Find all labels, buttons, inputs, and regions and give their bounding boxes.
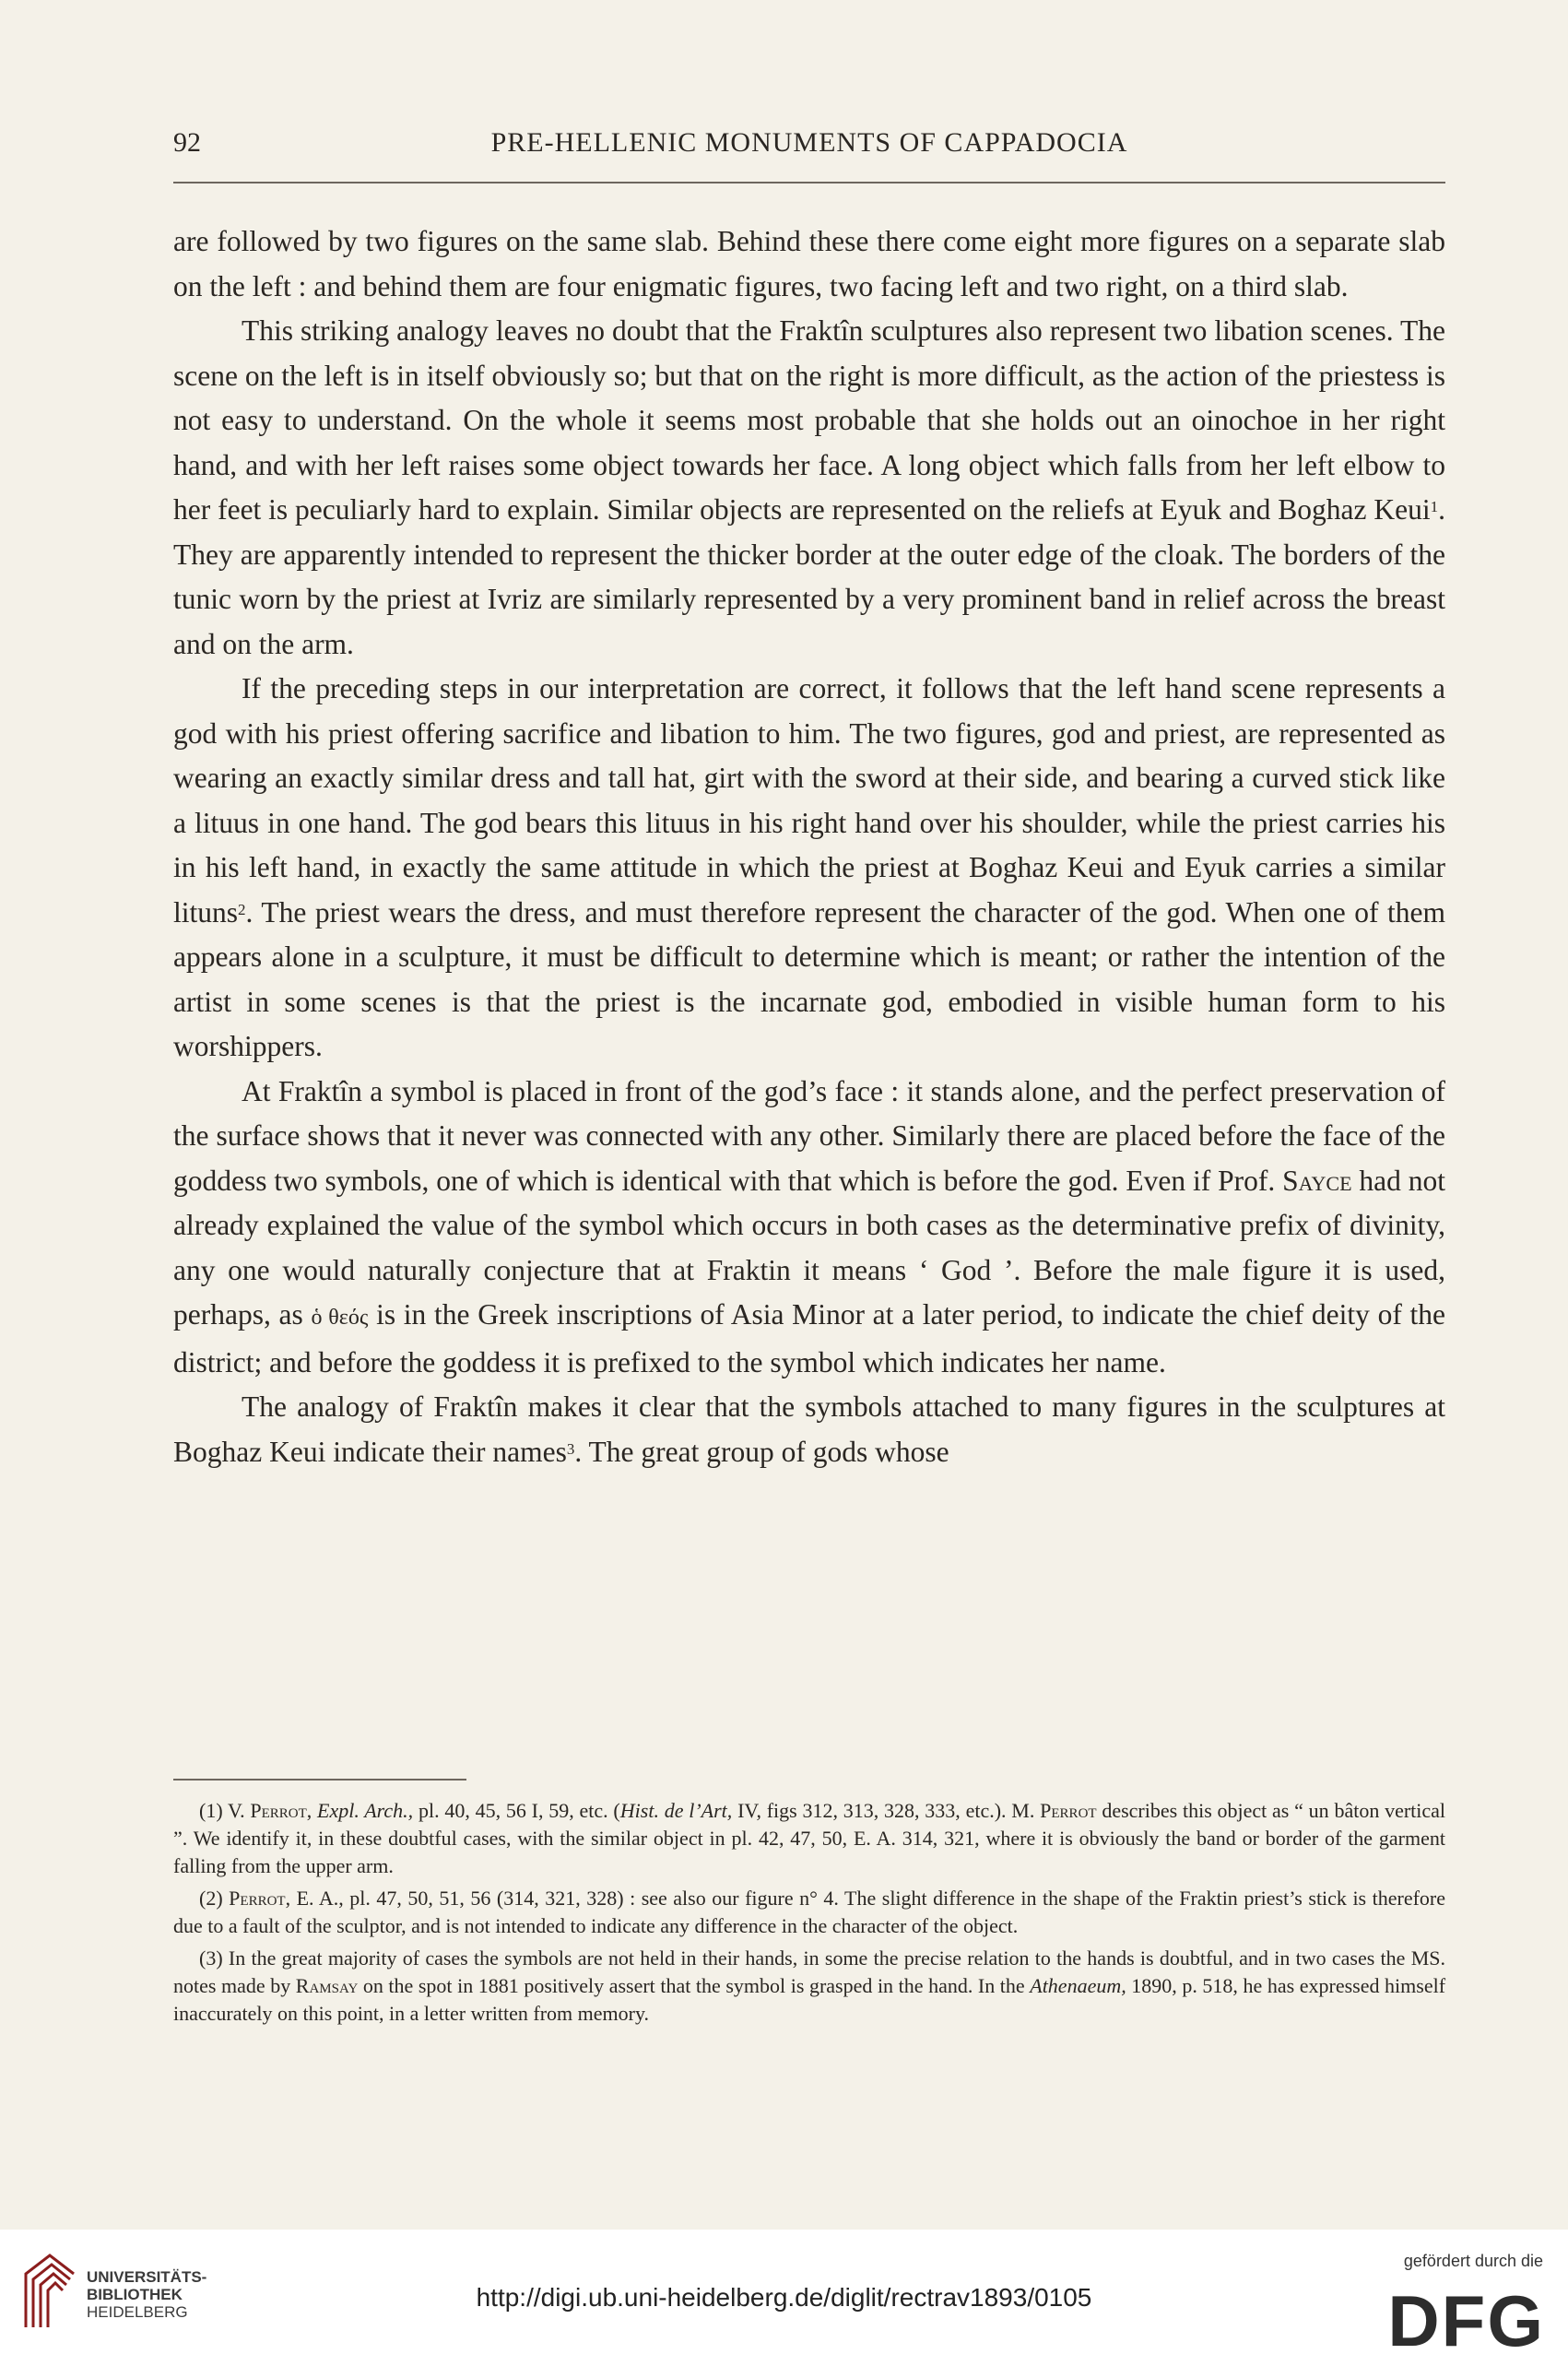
paragraph-2: This striking analogy leaves no doubt that the Fraktîn sculptures also represent two libation scenes. The scene on the left is in itself obviously so; but that on the right is more difficult, as the action of the priestess is not easy to understand. On the whole it seems most probable that she holds out an oinochoe in her right hand, and with her left raises some object towards her face. A long object which falls from her left elbow to her feet is peculiarly hard to explain. Similar objects are represented on the reliefs at Eyuk and Boghaz Keui$^1$. They are apparently intended to represent the thicker border at the outer edge of the cloak. The borders of the tunic worn by the priest at Ivriz are similarly represented by a very prominent band in relief across the breast and on the arm. — [173, 314, 1445, 660]
body-text — [173, 219, 1445, 1474]
greek-phrase: ὁ θεός — [311, 1306, 369, 1330]
sponsor-caption: gefördert durch die — [1403, 2252, 1543, 2270]
footnotes — [173, 1797, 1445, 2032]
author-name: Sayce — [1282, 1164, 1352, 1197]
paragraph-3: If the preceding steps in our interpretation are correct, it follows that the left hand scene represents a god with his priest offering sacrifice and libation to him. The two figures, god and priest, are represented as wearing an exactly similar dress and tall hat, girt with the sword at their side, and bearing a curved stick like a lituus in one hand. The god bears this lituus in his right hand over his shoulder, while the priest carries his in his left hand, in exactly the same attitude in which the priest at Boghaz Keui and Eyuk carries a similar lituns$^2$. The priest wears the dress, and must therefore represent the character of the god. When one of them appears alone in a sculpture, it must be difficult to determine which is meant; or rather the intention of the artist in some scenes is that the priest is the incarnate god, embodied in visible human form to his worshippers. — [173, 672, 1445, 1062]
page-number: 92 — [173, 127, 201, 158]
footnote-1: (1) V. Perrot, Expl. Arch., pl. 40, 45, 56 I, 59, etc. (Hist. de l’Art, IV, figs 312, 313, 328, 333, etc.). M. Perrot describes this object as “ un bâton vertical ”. We identify it, in these doubtful cases, with the similar object in pl. 42, 47, 50, E. A. 314, 321, where it is obviously the band or border of the garment falling from the upper arm. — [173, 1799, 1446, 1877]
library-name: UNIVERSITÄTS- BIBLIOTHEK HEIDELBERG — [87, 2268, 207, 2321]
dfg-logo-icon: DFG — [1387, 2280, 1545, 2361]
footnote-3: (3) In the great majority of cases the symbols are not held in their hands, in some the precise relation to the hands is doubtful, and in two cases the MS. notes made by Ramsay on the spot in 1881 positively assert that the symbol is grasped in the hand. In the Athenaeum, 1890, p. 518, he has expressed himself inaccurately on this point, in a letter written from memory. — [173, 1946, 1446, 2025]
footnote-ref-3[interactable]: 3 — [566, 1439, 575, 1458]
page-header — [173, 127, 1445, 172]
footnote-2: (2) Perrot, E. A., pl. 47, 50, 51, 56 (314, 321, 328) : see also our figure n° 4. The slight difference in the shape of the Fraktin priest’s stick is therefore due to a fault of the sculptor, and is not intended to indicate any difference in the character of the object. — [173, 1887, 1446, 1937]
sponsor-logo — [1383, 2252, 1558, 2362]
footnote-ref-2[interactable]: 2 — [238, 900, 246, 918]
paragraph-4: At Fraktîn a symbol is placed in front of the god’s face : it stands alone, and the perfect preservation of the surface shows that it never was connected with any other. Similarly there are placed before the face of the goddess two symbols, one of which is identical with that which is before the god. Even if Prof. Sayce had not already explained the value of the symbol which occurs in both cases as the determinative prefix of divinity, any one would naturally conjecture that at Fraktin it means ‘ God ’. Before the male figure it is used, perhaps, as ὁ θεός is in the Greek inscriptions of Asia Minor at a later period, to indicate the chief deity of the district; and before the goddess it is prefixed to the symbol which indicates her name. — [173, 1074, 1446, 1378]
digitization-footer — [0, 2230, 1568, 2378]
paragraph-5: The analogy of Fraktîn makes it clear that the symbols attached to many figures in the sculptures at Boghaz Keui indicate their names$^3$. The great group of gods whose — [173, 1390, 1445, 1468]
running-title: PRE-HELLENIC MONUMENTS OF CAPPADOCIA — [490, 127, 1128, 158]
header-rule — [173, 182, 1445, 183]
footnote-ref-1[interactable]: 1 — [1430, 498, 1439, 515]
paragraph-1: are followed by two figures on the same slab. Behind these there come eight more figures on a separate slab on the left : and behind them are four enigmatic figures, two facing left and two right, on a third slab. — [173, 225, 1445, 302]
permalink-url[interactable]: http://digi.ub.uni-heidelberg.de/diglit/rectrav1893/0105 — [476, 2283, 1092, 2312]
footnote-rule — [173, 1779, 466, 1781]
